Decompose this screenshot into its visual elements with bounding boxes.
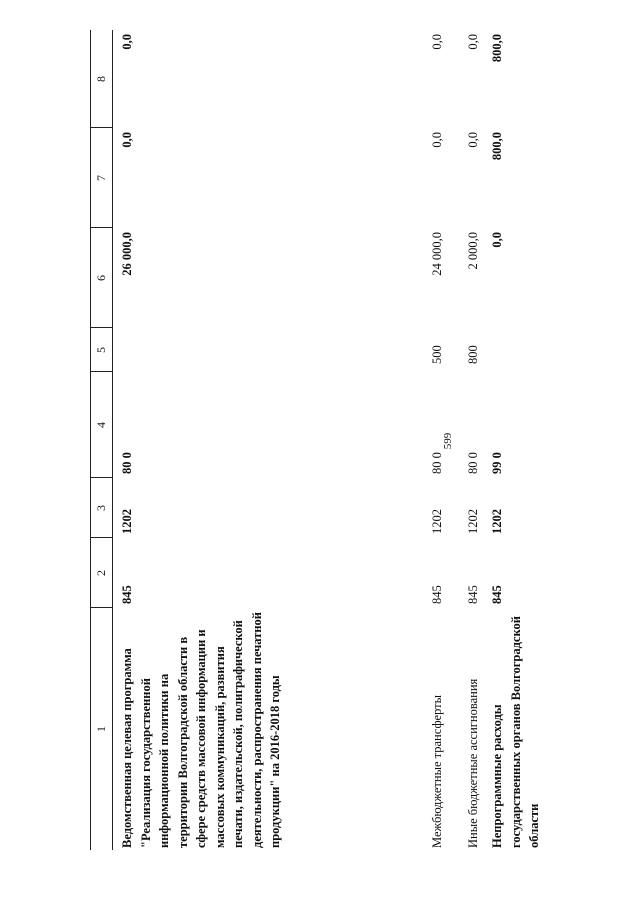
row3-c8: 0,0 bbox=[466, 34, 480, 50]
column-number-6: 6 bbox=[94, 275, 108, 281]
row1-c3: 1202 bbox=[120, 509, 134, 534]
column-number-4: 4 bbox=[94, 422, 108, 428]
row-name-non-program-expenses: Непрограммные расходы государственных органов Волгоградской области bbox=[490, 616, 541, 848]
row1-c2: 845 bbox=[120, 585, 134, 604]
row2-c3: 1202 bbox=[430, 509, 444, 534]
row4-c8: 800,0 bbox=[490, 34, 504, 63]
row4-c7: 800,0 bbox=[490, 132, 504, 161]
row4-c6: 0,0 bbox=[490, 232, 504, 248]
row3-c3: 1202 bbox=[466, 509, 480, 534]
header-bottom-border bbox=[112, 30, 113, 850]
row2-c2: 845 bbox=[430, 585, 444, 604]
row-name-target-program: Ведомственная целевая программа "Реализация государственной информационной политики на территории Волгоградской области в сфере средств массовой информации и массовых коммуникаций, развития печати, издательской, полиграфической деятельности, распространения печатной продукции" на 2016-2018 годы bbox=[120, 612, 282, 848]
row1-c4: 80 0 bbox=[120, 452, 134, 474]
row-name-other-allocations: Иные бюджетные ассигнования bbox=[466, 678, 480, 848]
row3-c5: 800 bbox=[466, 345, 480, 364]
row-name-interbudget-transfers: Межбюджетные трансферты bbox=[430, 694, 444, 848]
row1-c8: 0,0 bbox=[120, 34, 134, 50]
row1-c7: 0,0 bbox=[120, 132, 134, 148]
row2-c7: 0,0 bbox=[430, 132, 444, 148]
column-number-5: 5 bbox=[94, 347, 108, 353]
row2-c8: 0,0 bbox=[430, 34, 444, 50]
row4-c4: 99 0 bbox=[490, 452, 504, 474]
column-number-2: 2 bbox=[94, 570, 108, 576]
page-number: 599 bbox=[442, 432, 454, 450]
row3-c6: 2 000,0 bbox=[466, 232, 480, 270]
row2-c6: 24 000,0 bbox=[430, 232, 444, 276]
row3-c7: 0,0 bbox=[466, 132, 480, 148]
row3-c2: 845 bbox=[466, 585, 480, 604]
rotated-table bbox=[90, 30, 541, 850]
row2-c5: 500 bbox=[430, 345, 444, 364]
column-number-3: 3 bbox=[94, 505, 108, 511]
column-number-7: 7 bbox=[94, 175, 108, 181]
row1-c6: 26 000,0 bbox=[120, 232, 134, 276]
row2-c4: 80 0 bbox=[430, 452, 444, 474]
row4-c2: 845 bbox=[490, 585, 504, 604]
row4-c3: 1202 bbox=[490, 509, 504, 534]
column-number-1: 1 bbox=[94, 726, 108, 732]
column-number-8: 8 bbox=[94, 76, 108, 82]
row3-c4: 80 0 bbox=[466, 452, 480, 474]
